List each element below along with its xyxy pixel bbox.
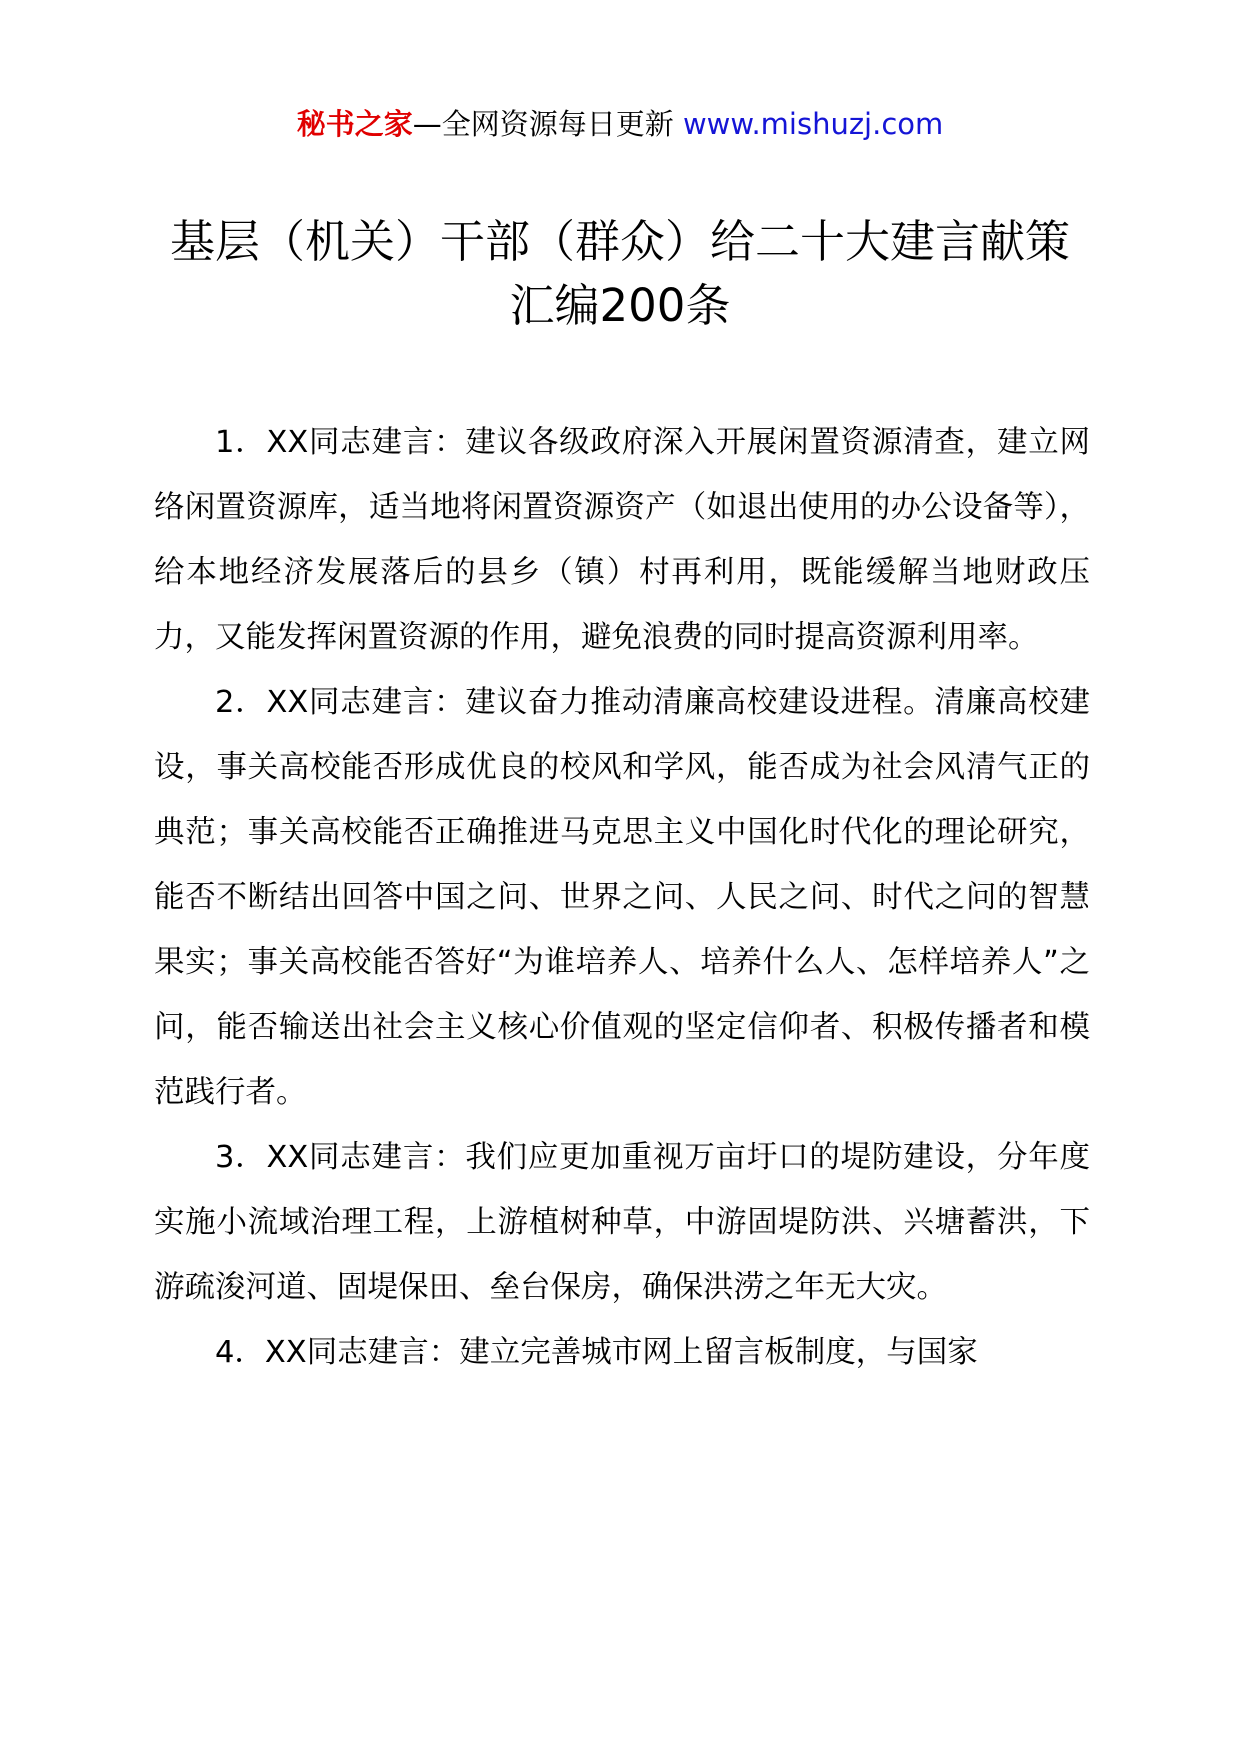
- brand-name: 秘书之家: [296, 107, 413, 141]
- document-title: [120, 210, 1120, 338]
- title-line-2: 汇编200条: [509, 279, 731, 332]
- title-line-1: 基层（机关）干部（群众）给二十大建言献策: [169, 215, 1070, 268]
- paragraph-1: 1．XX同志建言：建议各级政府深入开展闲置资源清查，建立网络闲置资源库，适当地将闲置资源资产（如退出使用的办公设备等），给本地经济发展落后的县乡（镇）村再利用，既能缓解当地财政压力，又能发挥闲置资源的作用，避免浪费的同时提高资源利用率。: [154, 425, 1090, 655]
- paragraph-2: 2．XX同志建言：建议奋力推动清廉高校建设进程。清廉高校建设，事关高校能否形成优良的校风和学风，能否成为社会风清气正的典范；事关高校能否正确推进马克思主义中国化时代化的理论研究，能否不断结出回答中国之问、世界之问、人民之问、时代之问的智慧果实；事关高校能否答好“为谁培养人、培养什么人、怎样培养人”之问，能否输送出社会主义核心价值观的坚定信仰者、积极传播者和模范践行者。: [154, 685, 1090, 1110]
- site-banner: [0, 100, 1240, 148]
- paragraph-3: 3．XX同志建言：我们应更加重视万亩圩口的堤防建设，分年度实施小流域治理工程，上游植树种草，中游固堤防洪、兴塘蓄洪，下游疏浚河道、固堤保田、垒台保房，确保洪涝之年无大灾。: [154, 1140, 1090, 1305]
- document-body: [154, 410, 1090, 1385]
- banner-tagline: —全网资源每日更新: [412, 107, 683, 141]
- site-url-link[interactable]: www.mishuzj.com: [682, 107, 944, 141]
- paragraph-4: 4．XX同志建言：建立完善城市网上留言板制度，与国家: [215, 1335, 978, 1370]
